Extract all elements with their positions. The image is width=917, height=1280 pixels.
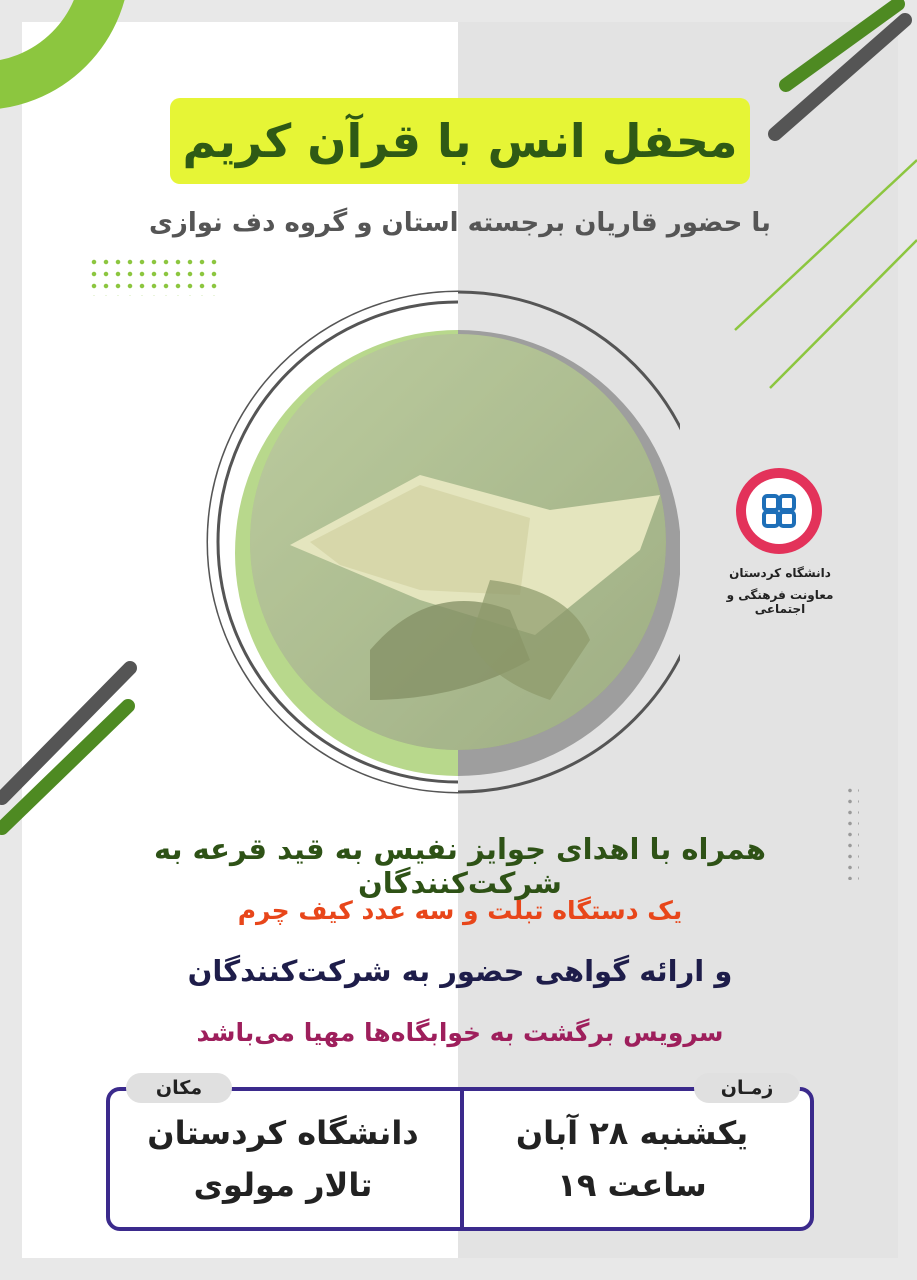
place-label: مکان xyxy=(126,1073,232,1103)
certificate-text: و ارائه گواهی حضور به شرکت‌کنندگان xyxy=(187,954,733,988)
place-line1: دانشگاه کردستان xyxy=(147,1114,419,1152)
info-divider xyxy=(460,1091,464,1227)
prizes-text: همراه با اهدای جوایز نفیس به قید قرعه به شرکت‌کنندگان xyxy=(153,832,767,900)
thin-line-1 xyxy=(735,160,917,330)
logo-emblem-icon xyxy=(746,478,812,544)
prize-items-text: یک دستگاه تبلت و سه عدد کیف چرم xyxy=(237,896,683,925)
logo-caption-line1: دانشگاه کردستان xyxy=(729,566,831,580)
university-logo xyxy=(736,468,822,554)
stripe-left-gray xyxy=(2,668,130,798)
subtitle: با حضور قاریان برجسته استان و گروه دف نوازی xyxy=(149,208,771,238)
page-title: محفل انس با قرآن کریم xyxy=(182,114,738,168)
place-line2: تالار مولوی xyxy=(193,1166,373,1204)
event-info-box xyxy=(106,1087,814,1231)
title-banner xyxy=(170,98,750,184)
knot-icon xyxy=(756,488,802,534)
time-line2: ساعت ۱۹ xyxy=(557,1166,707,1204)
time-label: زمـان xyxy=(694,1073,800,1103)
quran-photo-circle xyxy=(170,280,680,820)
logo-caption-line2: معاونت فرهنگی و اجتماعی xyxy=(726,588,834,616)
thin-line-2 xyxy=(770,240,917,388)
time-line1: یکشنبه ۲۸ آبان xyxy=(515,1114,749,1152)
shuttle-text: سرویس برگشت به خوابگاه‌ها مهیا می‌باشد xyxy=(196,1018,724,1047)
